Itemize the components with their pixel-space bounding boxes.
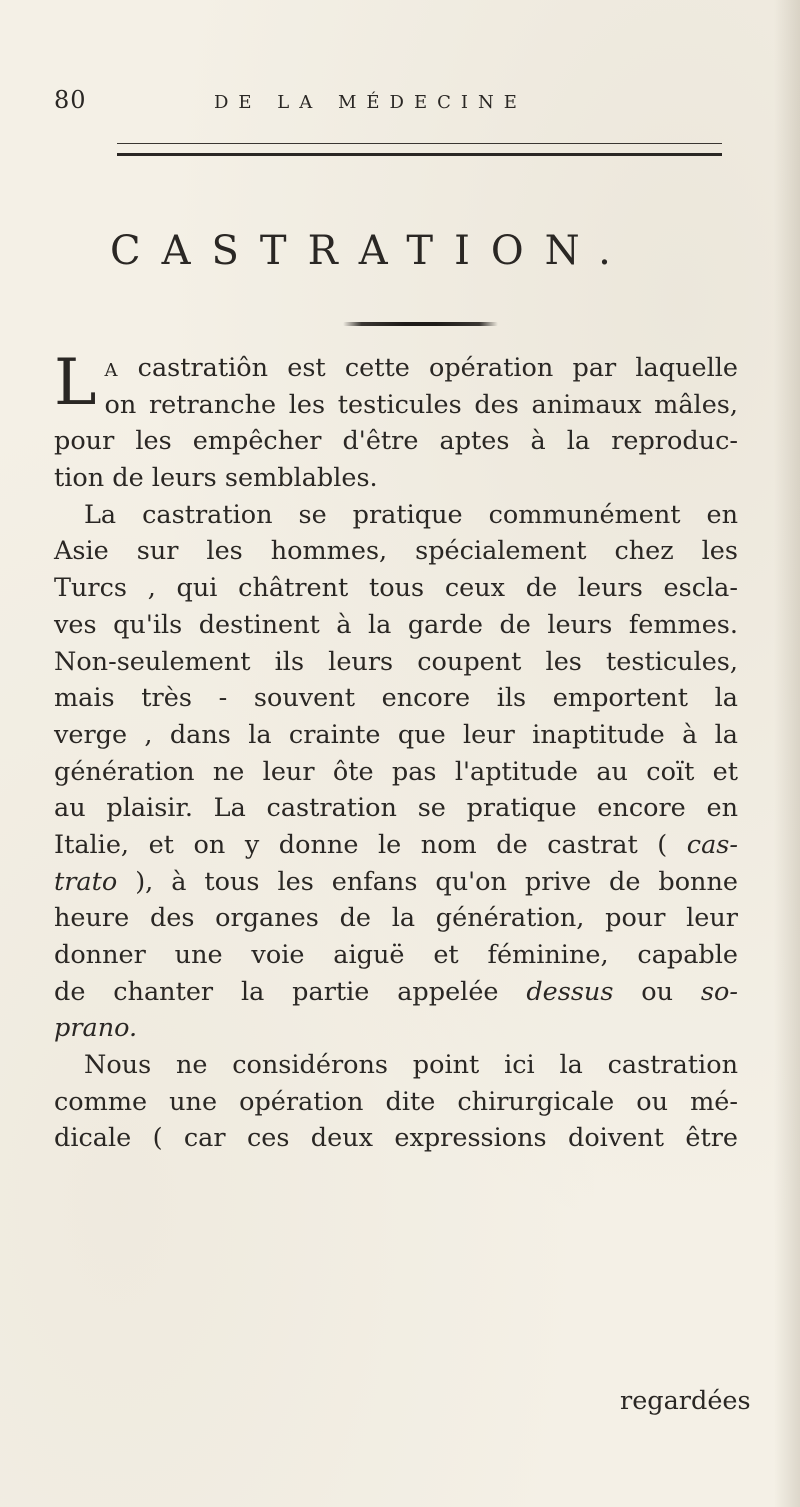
header-rule-thick [117,153,722,156]
page-number: 80 [54,86,87,114]
running-head: DE LA MÉDECINE [214,92,527,113]
text-line: on retranche les testicules des animaux mâles, [104,389,738,420]
body-text [54,346,738,1157]
text-line: La castration se pratique communément en [84,499,738,530]
text-line: heure des organes de la génération, pour leur [54,903,738,934]
text-line: génération ne leur ôte pas l'aptitude au coït et [54,756,738,787]
drop-cap: L [54,346,97,420]
text-line: pour les empêcher d'être aptes à la reproduc- [54,426,738,457]
text-line: verge , dans la crainte que leur inaptitude à la [54,719,738,750]
header-rule-thin [117,143,722,144]
catchword: regardées [620,1386,751,1416]
title-ornament-rule [343,322,498,326]
text-line: trato ), à tous les enfans qu'on prive de bonne [54,866,738,897]
text-line: de chanter la partie appelée dessus ou so- [54,976,738,1007]
text-line: prano. [54,1013,138,1044]
text-line: au plaisir. La castration se pratique encore en [54,793,738,824]
text-line: Italie, et on y donne le nom de castrat ( cas- [54,829,738,860]
text-line: Turcs , qui châtrent tous ceux de leurs escla- [54,573,738,604]
chapter-title: CASTRATION. [110,228,632,274]
text-line: Non-seulement ils leurs coupent les testicules, [54,646,738,677]
text-line: donner une voie aiguë et féminine, capable [54,940,738,970]
text-line: tion de leurs semblables. [54,463,378,494]
text-line: mais très - souvent encore ils emportent la [54,683,738,714]
text-line: dicale ( car ces deux expressions doivent être [54,1123,738,1154]
page-edge-shadow [774,0,800,1507]
text-line: comme une opération dite chirurgicale ou mé- [54,1086,738,1117]
text-line: Asie sur les hommes, spécialement chez les [54,536,738,567]
text-line: A castratiôn est cette opération par laquelle [104,353,738,383]
text-line: ves qu'ils destinent à la garde de leurs femmes. [54,609,738,640]
text-line: Nous ne considérons point ici la castration [84,1050,738,1081]
